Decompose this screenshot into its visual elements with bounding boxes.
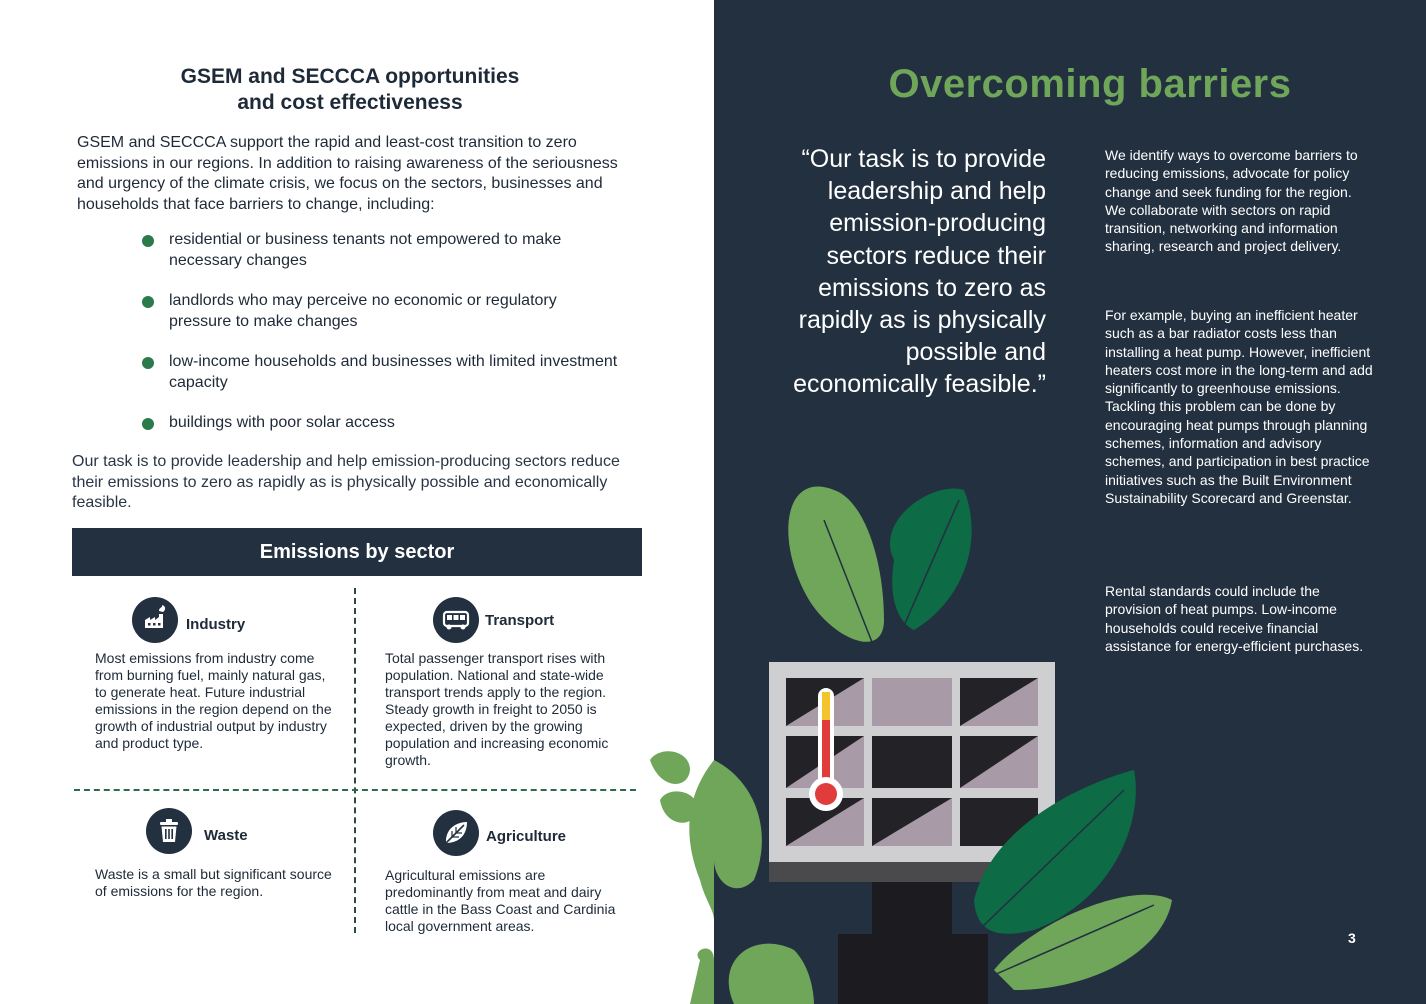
pull-quote: “Our task is to provide leadership and help emission-producing sectors reduce their emissions to zero as rapidly as is physically possible and economically feasible.” [793, 145, 1046, 399]
section-title-line-2: and cost effectiveness [237, 91, 463, 114]
sector-text-industry: Most emissions from industry come from burning fuel, mainly natural gas, to generate heat. Future industrial emissions in the region depend on the growth of industrial output by industry and product type. [95, 650, 332, 751]
page-number: 3 [1348, 930, 1356, 946]
task-paragraph: Our task is to provide leadership and help emission-producing sectors reduce their emissions to zero as rapidly as is physically possible and economically feasible. [72, 453, 620, 511]
bullet-text: buildings with poor solar access [169, 414, 395, 431]
intro-paragraph: GSEM and SECCCA support the rapid and least-cost transition to zero emissions in our regions. In addition to raising awareness of the seriousness and urgency of the climate crisis, we focus on the sectors, businesses and households that face barriers to change, including: [77, 134, 618, 213]
sector-text-transport: Total passenger transport rises with population. National and state-wide transport trends apply to the region. Steady growth in freight to 2050 is expected, driven by the growing population and increasing economic growth. [385, 650, 609, 768]
body-paragraph-3: Rental standards could include the provision of heat pumps. Low-income households could receive financial assistance for energy-efficient purchases. [1105, 583, 1364, 654]
sector-text-waste: Waste is a small but significant source of emissions for the region. [95, 866, 332, 899]
bullet-text: residential or business tenants not empowered to make necessary changes [169, 231, 562, 269]
sector-text-agriculture: Agricultural emissions are predominantly from meat and dairy cattle in the Bass Coast and Cardinia local government areas. [385, 867, 616, 934]
bullet-text: low-income households and businesses with limited investment capacity [169, 353, 618, 391]
headline: Overcoming barriers [888, 62, 1292, 106]
sector-name-industry: Industry [186, 616, 246, 633]
section-title-line-1: GSEM and SECCCA opportunities [180, 65, 520, 88]
bullet-text: landlords who may perceive no economic or regulatory pressure to make changes [169, 292, 557, 330]
emissions-by-sector-heading: Emissions by sector [72, 528, 642, 576]
sector-name-agriculture: Agriculture [486, 828, 567, 845]
body-paragraph-2: For example, buying an inefficient heater such as a bar radiator costs less than installing a heat pump. However, inefficient heaters cost more in the long-term and add significantly to greenhouse emissions. Tackling this problem can be done by encouraging heat pumps through planning schemes, information and advisory schemes, and participation in best practice initiatives such as the Built Environment Sustainability Scorecard and Greenstar. [1105, 307, 1373, 506]
right-page [714, 0, 1426, 1004]
sector-name-transport: Transport [485, 612, 555, 629]
sector-name-waste: Waste [204, 827, 248, 844]
body-paragraph-1: We identify ways to overcome barriers to reducing emissions, advocate for policy change and seek funding for the region. We collaborate with sectors on rapid transition, networking and information sharing, research and project delivery. [1105, 147, 1358, 255]
